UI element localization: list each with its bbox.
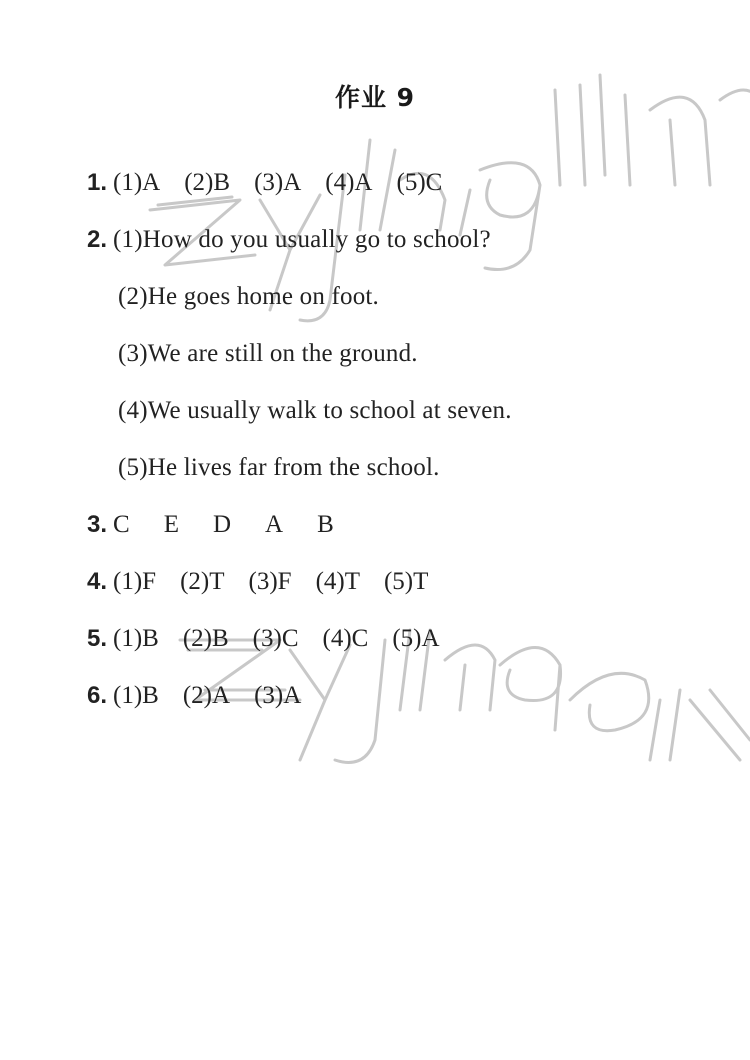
answer: (1)B xyxy=(113,682,159,709)
question-number: 1. xyxy=(87,169,108,196)
answer: (3)C xyxy=(252,625,299,652)
answer: (1)B xyxy=(113,625,159,652)
answer: (4)A xyxy=(325,169,373,196)
answer: D xyxy=(212,511,232,538)
answer: (2)A xyxy=(182,682,231,709)
answer: (5)A xyxy=(392,625,440,652)
answer: (5)C xyxy=(396,169,443,196)
answer: (2)B xyxy=(182,625,229,652)
page-title: 作业 9 xyxy=(334,83,416,112)
question-number: 3. xyxy=(87,511,108,538)
answer-sentence: (1)How do you usually go to school? xyxy=(113,226,491,253)
answer: A xyxy=(265,511,284,538)
answer: (3)A xyxy=(254,682,302,709)
question-number: 6. xyxy=(87,682,108,709)
answer: (4)T xyxy=(315,568,360,595)
answer-sentence: (4)We usually walk to school at seven. xyxy=(118,397,512,424)
answer: (4)C xyxy=(322,625,369,652)
question-number: 4. xyxy=(87,568,108,595)
answer: (3)A xyxy=(254,169,302,196)
answer: (3)F xyxy=(248,568,292,595)
answer: (2)B xyxy=(184,169,231,196)
answer: C xyxy=(113,511,130,538)
answer: E xyxy=(163,511,179,538)
question-number: 2. xyxy=(87,226,108,253)
question-6 xyxy=(62,651,325,741)
question-number: 5. xyxy=(87,625,108,652)
answer: (2)T xyxy=(180,568,225,595)
answer-sentence: (5)He lives far from the school. xyxy=(118,454,440,481)
answer: B xyxy=(317,511,334,538)
answer: (5)T xyxy=(383,568,429,595)
answer: (1)F xyxy=(113,568,157,595)
answer: (1)A xyxy=(113,169,161,196)
answer-sentence: (2)He goes home on foot. xyxy=(118,283,379,310)
answer-sentence: (3)We are still on the ground. xyxy=(118,340,418,367)
